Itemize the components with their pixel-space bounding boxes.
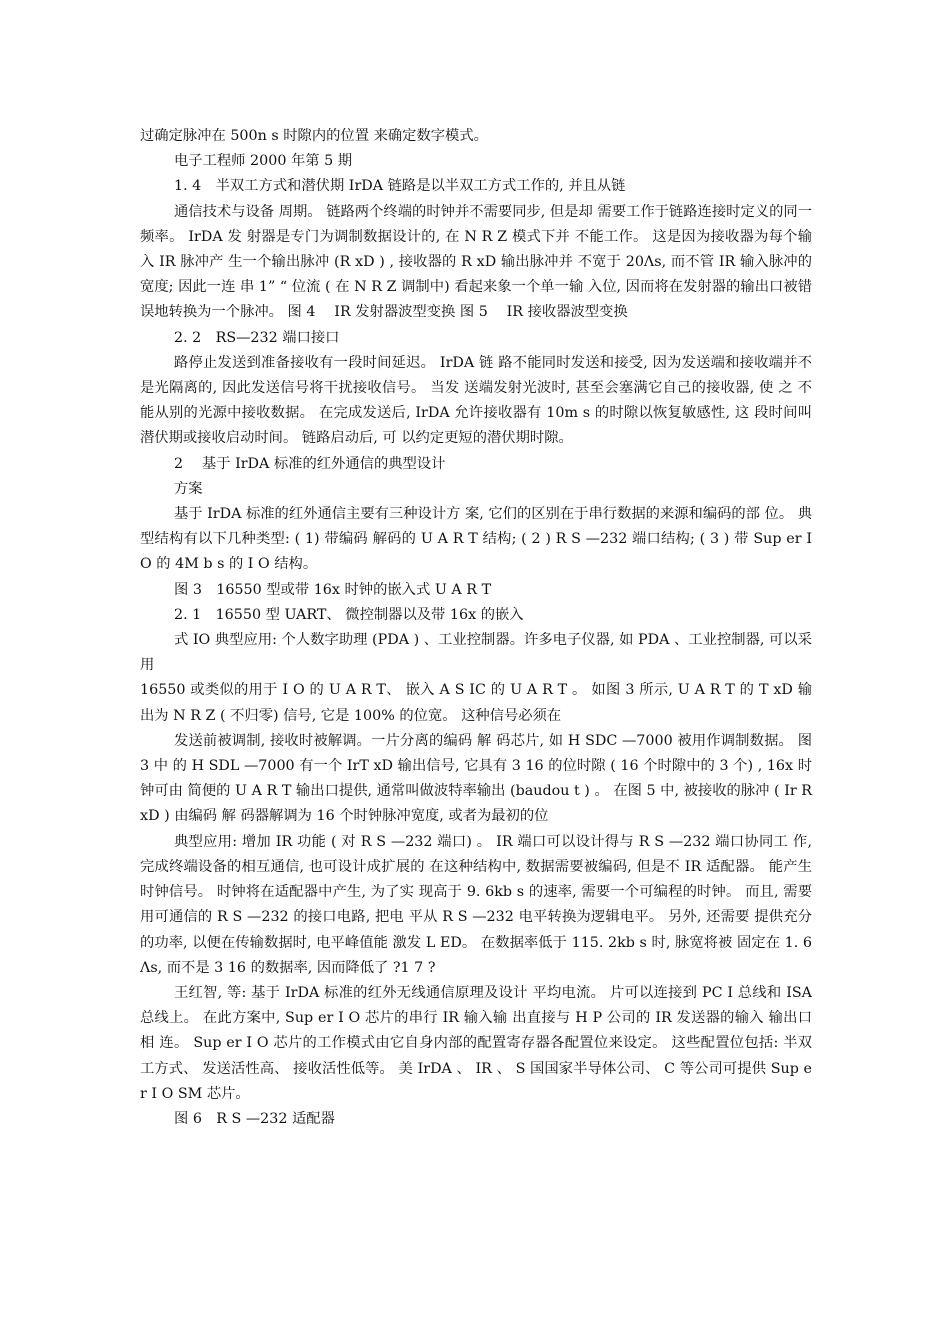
- paragraph: 16550 或类似的用于 I O 的 U A R T、 嵌入 A S IC 的 U A R T 。 如图 3 所示, U A R T 的 T xD 输出为 N R Z ( 不归零) 信号, 它是 100% 的位宽。 这种信号必须在: [140, 682, 812, 724]
- figure-caption: 图 6 R S —232 适配器: [174, 1110, 335, 1127]
- document-page: [140, 124, 812, 1132]
- paragraph: 发送前被调制, 接收时被解调。一片分离的编码 解 码芯片, 如 H SDC —7000 被用作调制数据。 图 3 中 的 H SDL —7000 有一个 IrT xD 输出信号, 它具有 3 16 的位时隙 ( 16 个时隙中的 3 个) , 16x 时钟可由 简便的 U A R T 输出口提供, 通常叫做波特率输出 (baudou t ) 。 在图 5 中, 被接收的脉冲 ( Ir R xD ) 由编码 解 码器解调为 16 个时钟脉冲宽度, 或者为最初的位: [140, 732, 812, 825]
- paragraph: 过确定脉冲在 500n s 时隙内的位置 来确定数字模式。: [140, 128, 488, 144]
- paragraph: 式 IO 典型应用: 个人数字助理 (PDA ) 、工业控制器。许多电子仪器, 如 PDA 、工业控制器, 可以采用: [140, 632, 812, 674]
- journal-issue-line: 电子工程师 2000 年第 5 期: [174, 153, 353, 170]
- section-heading: 1. 4 半双工方式和潜伏期 IrDA 链路是以半双工方式工作的, 并且从链: [174, 178, 626, 195]
- section-heading-continued: 方案: [174, 480, 203, 497]
- paragraph: 王红智, 等: 基于 IrDA 标准的红外无线通信原理及设计 平均电流。 片可以连接到 PC I 总线和 ISA 总线上。 在此方案中, Sup er I O 芯片的串行 IR 输入输 出直接与 H P 公司的 IR 发送器的输入 输出口相 连。 Sup er I O 芯片的工作模式由它自身内部的配置寄存器各配置位来设定。 这些配置位包括: 半双 工方式、 发送活性高、 接收活性低等。 美 IrDA 、 IR 、 S 国国家半导体公司、 C 等公司可提供 Sup er I O SM 芯片。: [140, 984, 812, 1102]
- paragraph: 通信技术与设备 周期。 链路两个终端的时钟并不需要同步, 但是却 需要工作于链路连接时定义的同一频率。 IrDA 发 射器是专门为调制数据设计的, 在 N R Z 模式下并 不能工作。 这是因为接收器为每个输入 IR 脉冲产 生一个输出脉冲 (R xD ) , 接收器的 R xD 输出脉冲并 不宽于 20Λs, 而不管 IR 输入脉冲的宽度; 因此一连 串 1” “ 位流 ( 在 N R Z 调制中) 看起来象一个单一输 入位, 因而将在发射器的输出口被错误地转换为一个脉冲。 图 4 IR 发射器波型变换 图 5 IR 接收器波型变换: [140, 203, 812, 321]
- section-heading: 2 基于 IrDA 标准的红外通信的典型设计: [174, 455, 446, 472]
- paragraph: 路停止发送到准备接收有一段时间延迟。 IrDA 链 路不能同时发送和接受, 因为发送端和接收端并不 是光隔离的, 因此发送信号将干扰接收信号。 当发 送端发射光波时, 甚至会塞满它自己的接收器, 使 之 不能从别的光源中接收数据。 在完成发送后, IrDA 允许接收器有 10m s 的时隙以恢复敏感性, 这 段时间叫潜伏期或接收启动时间。 链路启动后, 可 以约定更短的潜伏期时隙。: [140, 354, 812, 447]
- section-heading: 2. 2 RS—232 端口接口: [174, 329, 340, 346]
- paragraph: 基于 IrDA 标准的红外通信主要有三种设计方 案, 它们的区别在于串行数据的来源和编码的部 位。 典型结构有以下几种类型: ( 1) 带编码 解码的 U A R T 结构; ( 2 ) R S —232 端口结构; ( 3 ) 带 Sup er I O 的 4M b s 的 I O 结构。: [140, 506, 812, 573]
- section-heading: 2. 1 16550 型 UART、 微控制器以及带 16x 的嵌入: [174, 606, 524, 623]
- paragraph: 典型应用: 增加 IR 功能 ( 对 R S —232 端口) 。 IR 端口可以设计得与 R S —232 端口协同工 作, 完成终端设备的相互通信, 也可设计成扩展的 在这种结构中, 数据需要被编码, 但是不 IR 适配器。 能产生时钟信号。 时钟将在适配器中产生, 为了实 现高于 9. 6kb s 的速率, 需要一个可编程的时钟。 而且, 需要用可通信的 R S —232 的接口电路, 把电 平从 R S —232 电平转换为逻辑电平。 另外, 还需要 提供充分的功率, 以便在传输数据时, 电平峰值能 激发 L ED。 在数据率低于 115. 2kb s 时, 脉宽将被 固定在 1. 6Λs, 而不是 3 16 的数据率, 因而降低了 ?1 7 ?: [140, 833, 812, 976]
- figure-caption: 图 3 16550 型或带 16x 时钟的嵌入式 U A R T: [174, 581, 492, 598]
